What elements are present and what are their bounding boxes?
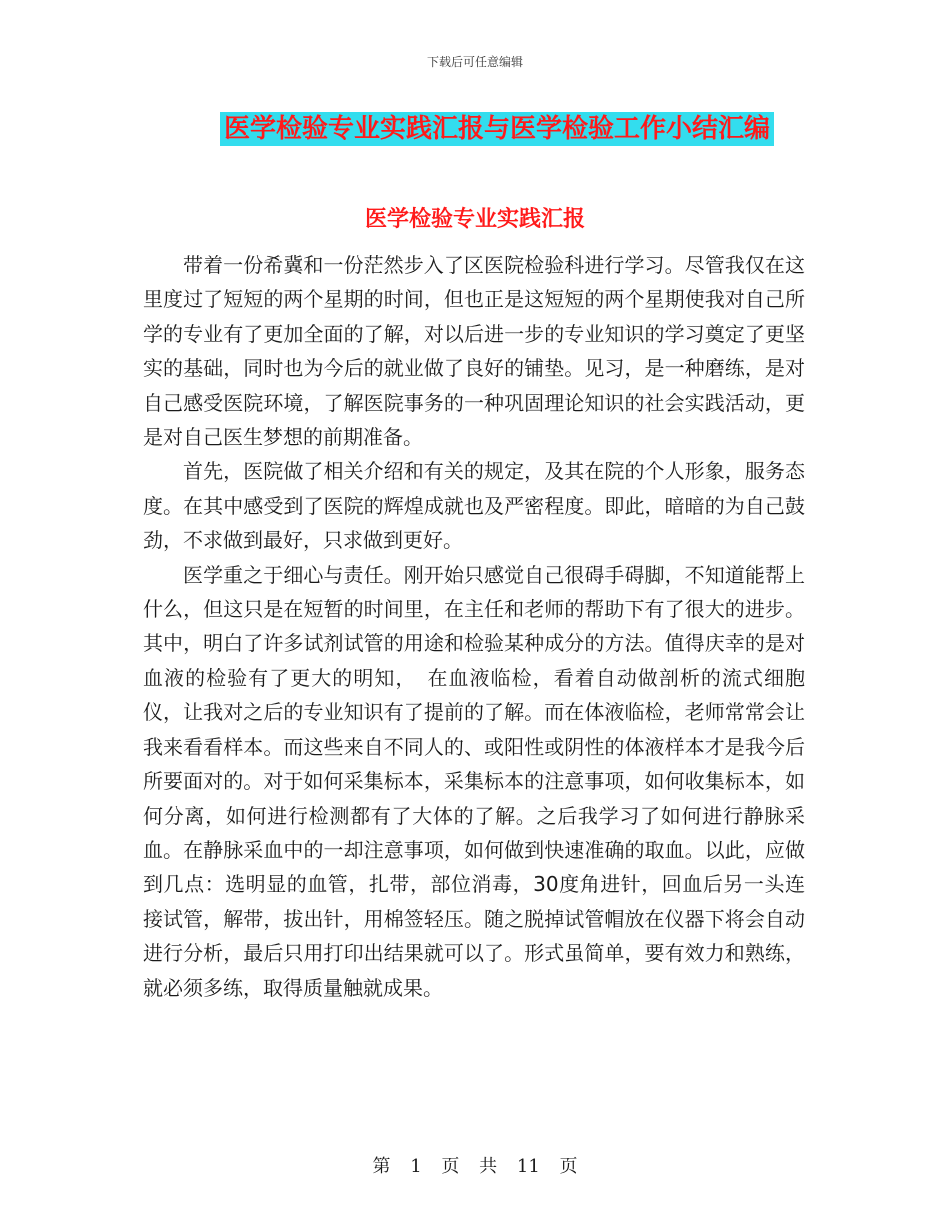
header-note: 下载后可任意编辑 <box>426 55 523 69</box>
paragraph: 带着一份希冀和一份茫然步入了区医院检验科进行学习。尽管我仅在这里度过了短短的两个星期的时间，但也正是这短短的两个星期使我对自己所学的专业有了更加全面的了解，对以后进一步的专业知识的学习奠定了更坚实的基础，同时也为今后的就业做了良好的铺垫。见习，是一种磨练，是对自己感受医院环境，了解医院事务的一种巩固理论知识的社会实践活动，更是对自己医生梦想的前期准备。 <box>143 253 805 450</box>
page-footer <box>0 1152 950 1178</box>
footer-label-page: 第 <box>372 1156 391 1177</box>
paragraph: 首先，医院做了相关介绍和有关的规定，及其在院的个人形象，服务态度。在其中感受到了医院的辉煌成就也及严密程度。即此，暗暗的为自己鼓劲，不求做到最好，只求做到更好。 <box>143 459 805 553</box>
footer-label-total: 共 <box>479 1156 498 1177</box>
paragraph: 医学重之于细心与责任。刚开始只感觉自己很碍手碍脚，不知道能帮上什么，但这只是在短暂的时间里，在主任和老师的帮助下有了很大的进步。其中，明白了许多试剂试管的用途和检验某种成分的方法。值得庆幸的是对血液的检验有了更大的明知， 在血液临检，看着自动做剖析的流式细胞仪，让我对之后的专业知识有了提前的了解。而在体液临检，老师常常会让我来看看样本。而这些来自不同人的、或阳性或阴性的体液样本才是我今后所要面对的。对于如何采集标本，采集标本的注意事项，如何收集标本，如何分离，如何进行检测都有了大体的了解。之后我学习了如何进行静脉采血。在静脉采血中的一却注意事项，如何做到快速准确的取血。以此，应做到几点：选明显的血管，扎带，部位消毒，30度角进针，回血后另一头连接试管，解带，拔出针，用棉签轻压。随之脱掉试管帽放在仪器下将会自动进行分析，最后只用打印出结果就可以了。形式虽简单，要有效力和熟练，就必须多练，取得质量触就成果。 <box>143 562 805 1000</box>
footer-total-pages: 11 <box>516 1156 540 1177</box>
main-title: 医学检验专业实践汇报与医学检验工作小结汇编 <box>220 112 774 146</box>
footer-label-page-unit: 页 <box>441 1156 460 1177</box>
section-title: 医学检验专业实践汇报 <box>364 207 585 232</box>
footer-page-number: 1 <box>410 1156 422 1177</box>
footer-label-total-unit: 页 <box>559 1156 578 1177</box>
document-body <box>143 248 805 1005</box>
